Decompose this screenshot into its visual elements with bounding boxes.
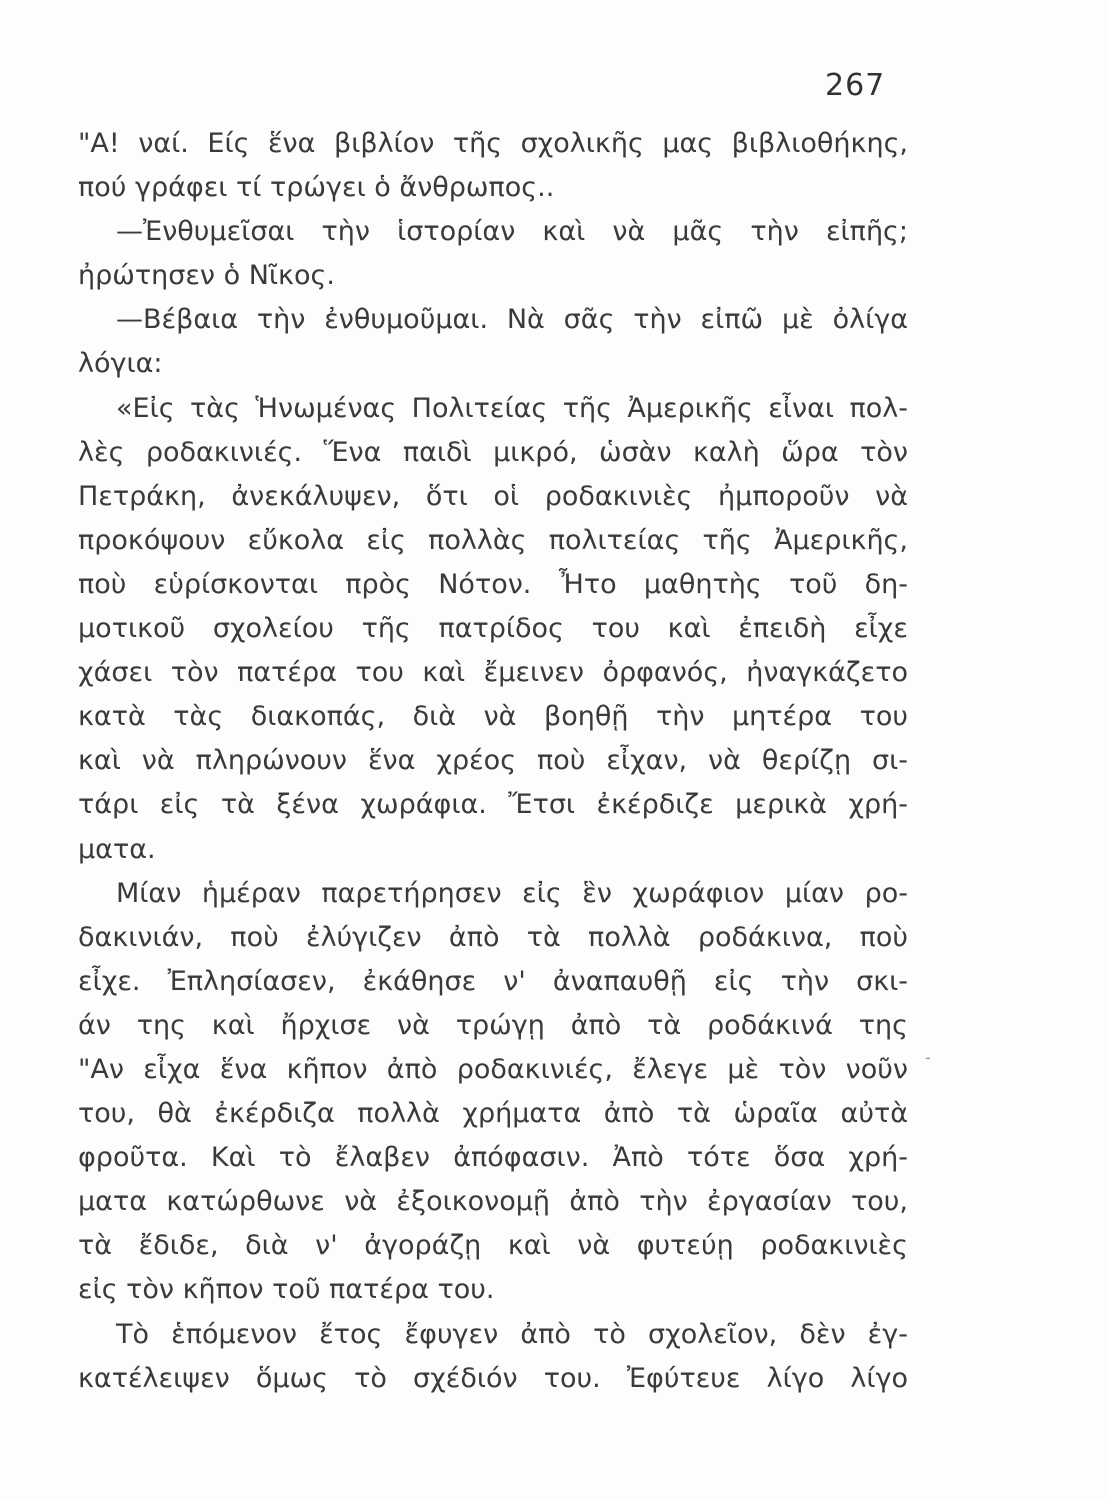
text-line: τὰ ἔδιδε, διὰ ν' ἀγοράζῃ καὶ νὰ φυτεύῃ ροδακινιὲς <box>78 1230 908 1262</box>
text-line: "Αν εἶχα ἕνα κῆπον ἀπὸ ροδακινιές, ἔλεγε μὲ τὸν νοῦν <box>78 1053 908 1085</box>
text-line: εἶχε. Ἐπλησίασεν, ἐκάθησε ν' ἀναπαυθῇ εἰς τὴν σκι- <box>78 965 908 997</box>
text-line: ματα κατώρθωνε νὰ ἐξοικονομῇ ἀπὸ τὴν ἐργασίαν του, <box>78 1186 908 1218</box>
body-text <box>78 122 908 1401</box>
text-line: του, θὰ ἐκέρδιζα πολλὰ χρήματα ἀπὸ τὰ ὡραῖα αὐτὰ <box>78 1098 908 1130</box>
text-line: ἠρώτησεν ὁ Νῖκος. <box>78 260 335 292</box>
text-line: λόγια: <box>78 348 163 380</box>
text-line: Μίαν ἡμέραν παρετήρησεν εἰς ἓν χωράφιον μίαν ρο- <box>116 877 908 909</box>
text-line: Πετράκη, ἀνεκάλυψεν, ὅτι οἱ ροδακινιὲς ἠμποροῦν νὰ <box>78 480 908 512</box>
text-line: «Εἰς τὰς Ἡνωμένας Πολιτείας τῆς Ἀμερικῆς εἶναι πολ- <box>116 392 908 424</box>
stray-mark: ‐ <box>925 1048 931 1067</box>
text-line: καὶ νὰ πληρώνουν ἕνα χρέος ποὺ εἶχαν, νὰ θερίζῃ σι- <box>78 745 908 777</box>
text-line: —Βέβαια τὴν ἐνθυμοῦμαι. Νὰ σᾶς τὴν εἰπῶ μὲ ὀλίγα <box>116 304 908 336</box>
text-line: —Ἐνθυμεῖσαι τὴν ἱστορίαν καὶ νὰ μᾶς τὴν εἰπῆς; <box>116 216 908 248</box>
text-line: πού γράφει τί τρώγει ὁ ἄνθρωπος.. <box>78 172 555 204</box>
text-line: προκόψουν εὔκολα εἰς πολλὰς πολιτείας τῆς Ἀμερικῆς, <box>78 524 908 556</box>
text-line: κατέλειψεν ὅμως τὸ σχέδιόν του. Ἐφύτευε λίγο λίγο <box>78 1362 908 1394</box>
text-line: κατὰ τὰς διακοπάς, διὰ νὰ βοηθῇ τὴν μητέρα του <box>78 701 908 733</box>
text-line: μοτικοῦ σχολείου τῆς πατρίδος του καὶ ἐπειδὴ εἶχε <box>78 613 908 645</box>
text-line: φροῦτα. Καὶ τὸ ἔλαβεν ἀπόφασιν. Ἀπὸ τότε ὅσα χρή- <box>78 1142 908 1174</box>
text-line: χάσει τὸν πατέρα του καὶ ἔμεινεν ὀρφανός, ἠναγκάζετο <box>78 657 908 689</box>
text-line: Τὸ ἑπόμενον ἔτος ἔφυγεν ἀπὸ τὸ σχολεῖον, δὲν ἐγ- <box>116 1318 908 1350</box>
text-line: εἰς τὸν κῆπον τοῦ πατέρα του. <box>78 1274 495 1306</box>
text-line: τάρι εἰς τὰ ξένα χωράφια. Ἔτσι ἐκέρδιζε μερικὰ χρή- <box>78 789 908 821</box>
text-line: "Α! ναί. Είς ἕνα βιβλίον τῆς σχολικῆς μας βιβλιοθήκης, <box>78 128 908 159</box>
text-line: ποὺ εὑρίσκονται πρὸς Νότον. Ἦτο μαθητὴς τοῦ δη- <box>78 568 908 600</box>
text-line: άν της καὶ ἤρχισε νὰ τρώγῃ ἀπὸ τὰ ροδάκινά της <box>78 1009 908 1041</box>
text-line: δακινιάν, ποὺ ἐλύγιζεν ἀπὸ τὰ πολλὰ ροδάκινα, ποὺ <box>78 921 908 953</box>
text-line: ματα. <box>78 833 156 865</box>
text-line: λὲς ροδακινιές. Ἕνα παιδὶ μικρό, ὡσὰν καλὴ ὥρα τὸν <box>78 436 908 468</box>
page-number: 267 <box>825 68 886 103</box>
